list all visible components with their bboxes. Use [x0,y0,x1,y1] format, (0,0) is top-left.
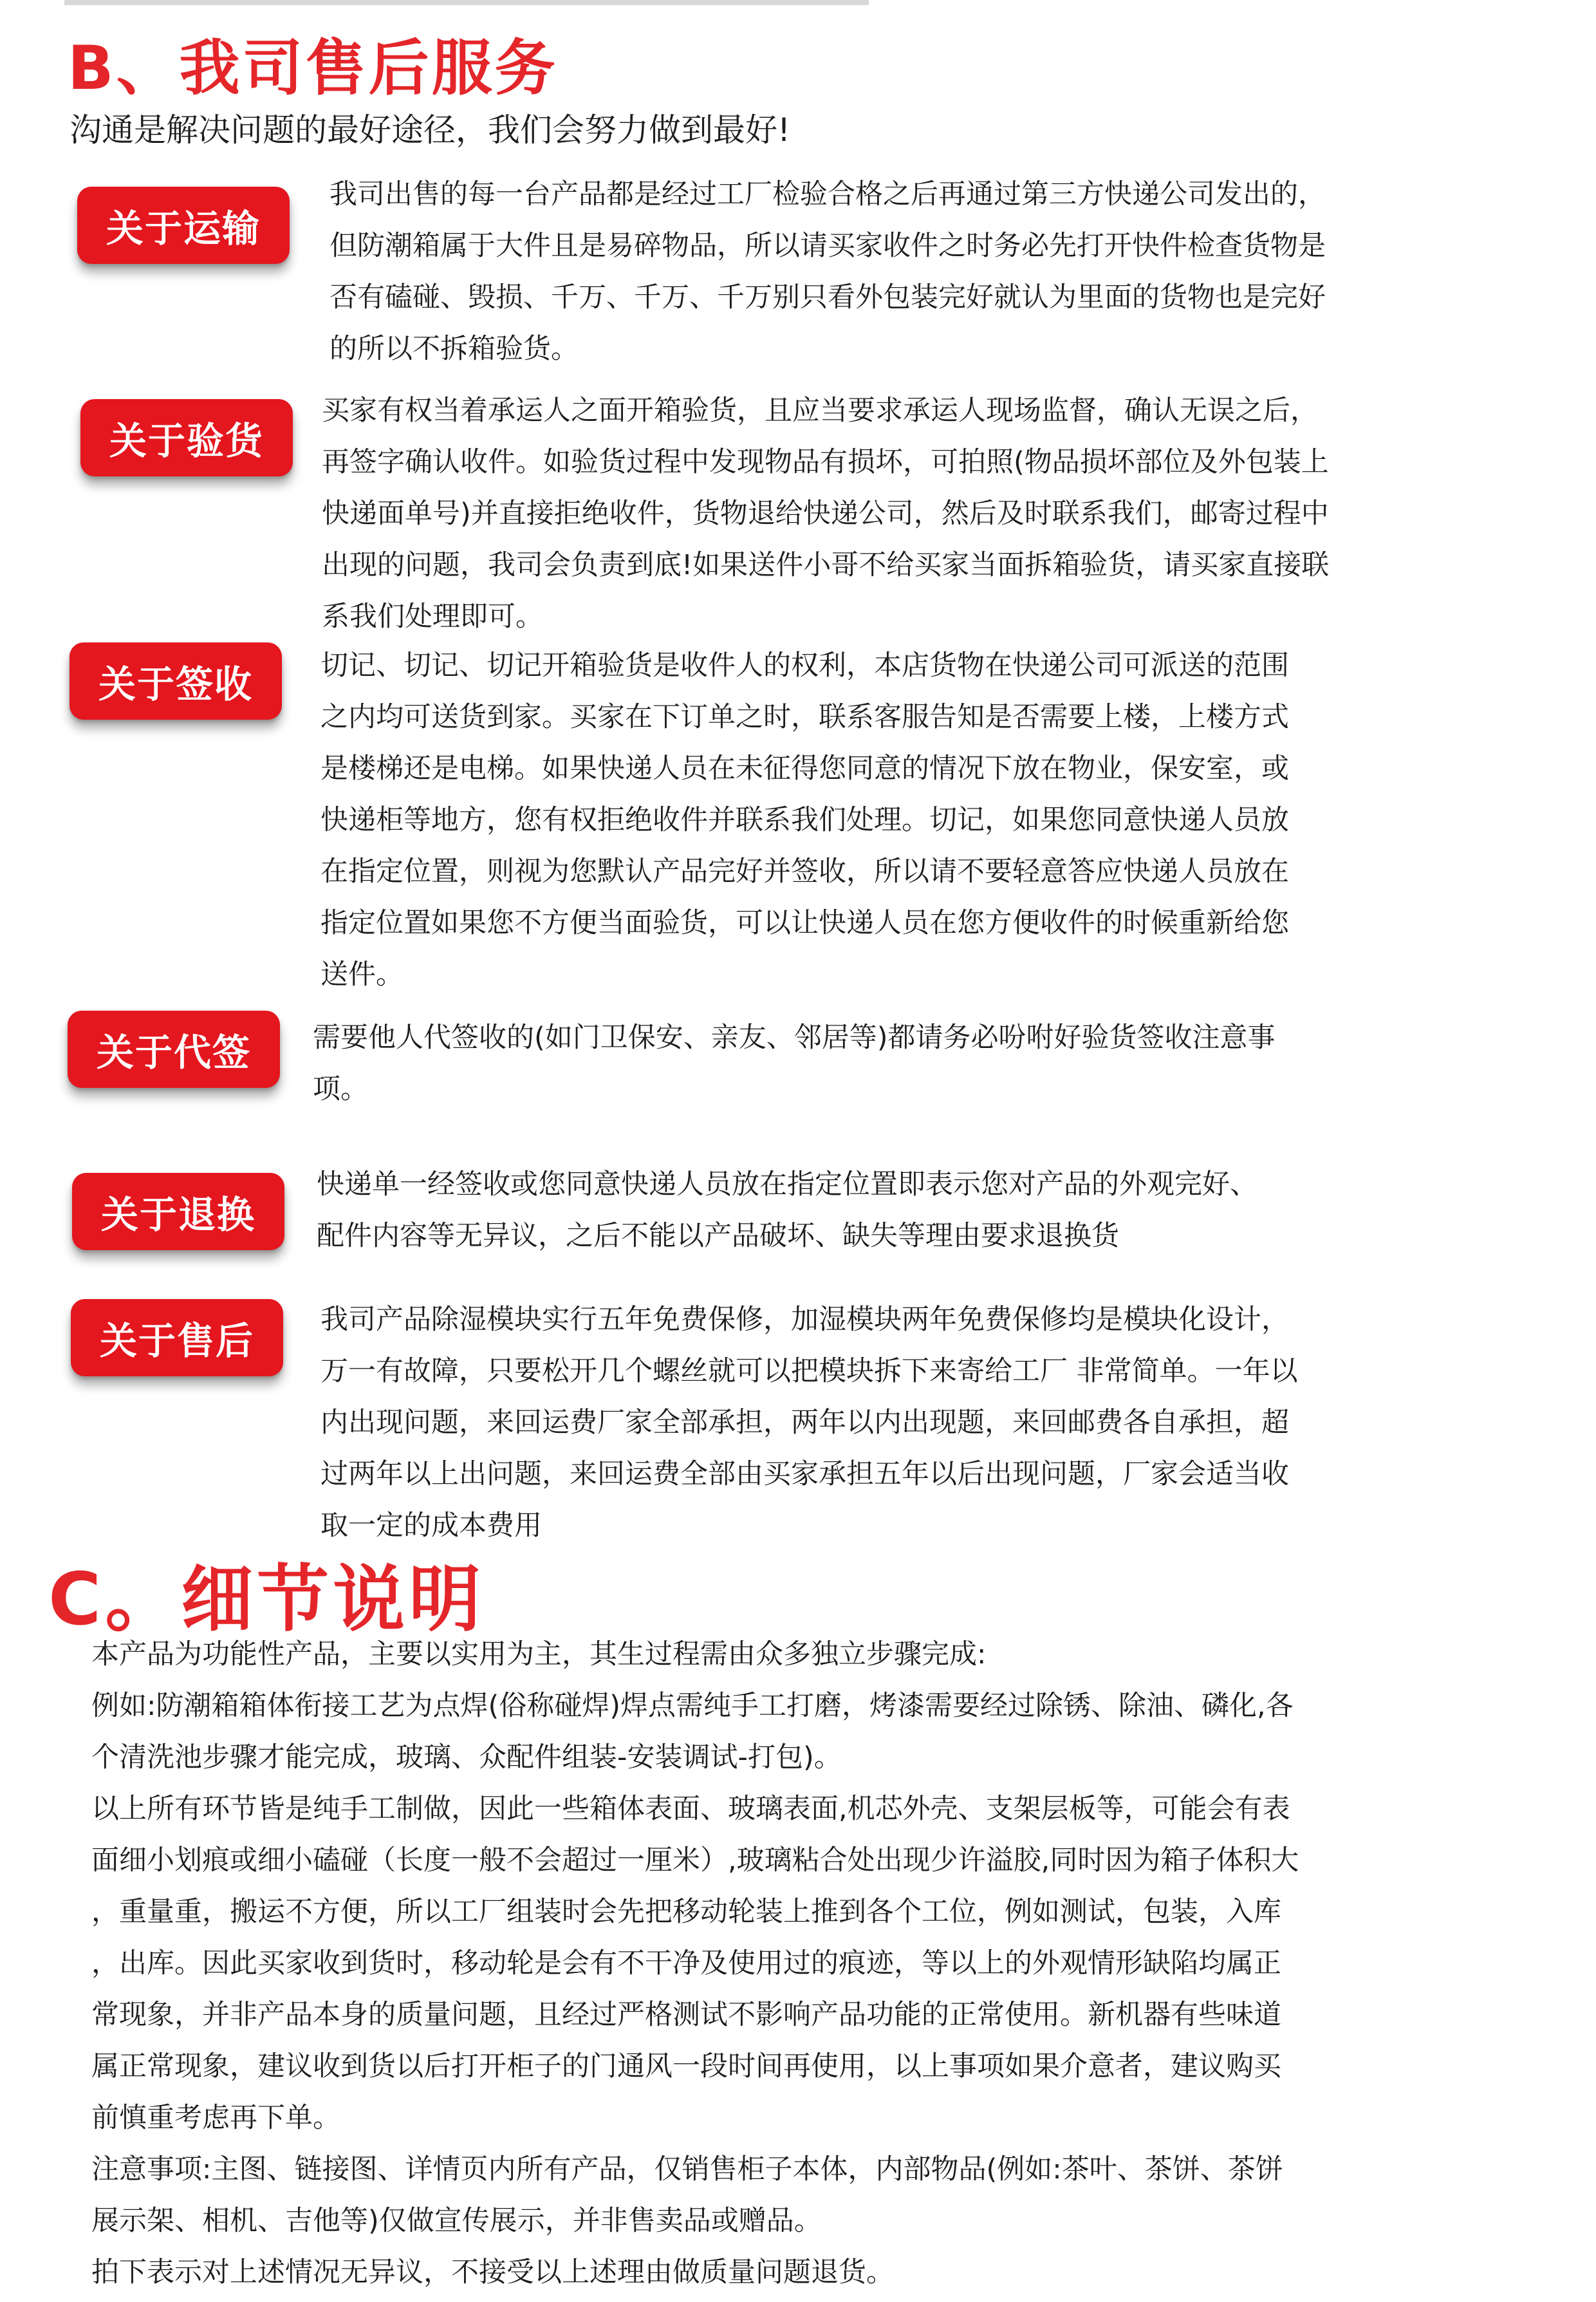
text-line: 在指定位置，则视为您默认产品完好并签收，所以请不要轻意答应快递人员放在 [320,856,1289,888]
text-line: 以上所有环节皆是纯手工制做，因此一些箱体表面、玻璃表面,机芯外壳、支架层板等，可能会有表 [91,1793,1290,1825]
badge-shipping: 关于运输 [77,187,290,264]
text-line: 属正常现象，建议收到货以后打开柜子的门通风一段时间再使用，以上事项如果介意者，建议购买 [91,2050,1281,2082]
paragraph-inspection [322,385,1329,642]
text-line: 快递柜等地方，您有权拒绝收件并联系我们处理。切记，如果您同意快递人员放 [320,804,1289,836]
text-line: 快递面单号)并直接拒绝收件，货物退给快递公司，然后及时联系我们，邮寄过程中 [322,498,1329,530]
badge-returns: 关于退换 [72,1173,284,1250]
text-line: 面细小划痕或细小磕碰（长度一般不会超过一厘米）,玻璃粘合处出现少许溢胶,同时因为箱子体积大 [91,1844,1299,1876]
text-line: 拍下表示对上述情况无异议，不接受以上述理由做质量问题退货。 [91,2256,894,2288]
text-line: 的所以不拆箱验货。 [329,333,579,365]
section-b-subtitle: 沟通是解决问题的最好途径，我们会努力做到最好! [70,111,791,149]
section-c-title: C。细节说明 [48,1558,485,1642]
text-line: 例如:防潮箱箱体衔接工艺为点焊(俗称碰焊)焊点需纯手工打磨，烤漆需要经过除锈、除油、磷化,各 [91,1690,1294,1722]
text-line: 常现象，并非产品本身的质量问题，且经过严格测试不影响产品功能的正常使用。新机器有些味道 [91,1999,1281,2031]
text-line: 再签字确认收件。如验货过程中发现物品有损坏，可拍照(物品损坏部位及外包装上 [322,446,1329,478]
text-line: 送件。 [320,959,404,991]
text-line: 是楼梯还是电梯。如果快递人员在未征得您同意的情况下放在物业，保安室，或 [320,753,1289,785]
text-line: 出现的问题，我司会负责到底!如果送件小哥不给买家当面拆箱验货，请买家直接联 [322,549,1330,581]
text-line: 需要他人代签收的(如门卫保安、亲友、邻居等)都请务必吩咐好验货签收注意事 [313,1022,1276,1054]
text-line: 前慎重考虑再下单。 [91,2102,340,2134]
badge-proxy-signing: 关于代签 [68,1011,280,1088]
text-line: 快递单一经签收或您同意快递人员放在指定位置即表示您对产品的外观完好、 [317,1168,1257,1201]
paragraph-proxy-signing [313,1012,1276,1115]
paragraph-signing [320,640,1289,1000]
text-line: 注意事项:主图、链接图、详情页内所有产品，仅销售柜子本体，内部物品(例如:茶叶、茶饼、茶饼 [91,2153,1283,2185]
text-line: 之内均可送货到家。买家在下订单之时，联系客服告知是否需要上楼，上楼方式 [320,701,1289,733]
text-line: 过两年以上出问题，来回运费全部由买家承担五年以后出现问题，厂家会适当收 [320,1458,1289,1490]
section-b-title: B、我司售后服务 [68,33,558,104]
text-line: 否有磕碰、毁损、千万、千万、千万别只看外包装完好就认为里面的货物也是完好 [329,281,1326,313]
top-divider [64,0,869,5]
text-line: 展示架、相机、吉他等)仅做宣传展示，并非售卖品或赠品。 [91,2205,822,2237]
text-line: 个清洗池步骤才能完成，玻璃、众配件组装-安装调试-打包)。 [91,1741,842,1773]
text-line: 项。 [313,1073,368,1105]
text-line: 内出现问题，来回运费厂家全部承担，两年以内出现题，来回邮费各自承担，超 [320,1407,1289,1439]
text-line: 买家有权当着承运人之面开箱验货，且应当要求承运人现场监督，确认无误之后， [322,395,1318,427]
paragraph-after-sales [320,1294,1298,1551]
text-line: 切记、切记、切记开箱验货是收件人的权利，本店货物在快递公司可派送的范围 [320,650,1289,682]
badge-after-sales: 关于售后 [71,1299,283,1376]
paragraph-shipping [329,169,1326,375]
text-line: 但防潮箱属于大件且是易碎物品，所以请买家收件之时务必先打开快件检查货物是 [329,230,1326,262]
text-line: ，出库。因此买家收到货时，移动轮是会有不干净及使用过的痕迹，等以上的外观情形缺陷均属正 [91,1947,1281,1979]
detail-paragraph [91,1629,1299,2298]
text-line: 取一定的成本费用 [320,1510,542,1542]
text-line: 本产品为功能性产品，主要以实用为主，其生过程需由众多独立步骤完成: [91,1638,987,1670]
text-line: 指定位置如果您不方便当面验货，可以让快递人员在您方便收件的时候重新给您 [320,907,1289,939]
text-line: 我司产品除湿模块实行五年免费保修，加湿模块两年免费保修均是模块化设计， [320,1304,1289,1336]
text-line: 系我们处理即可。 [322,601,543,633]
text-line: ，重量重，搬运不方便，所以工厂组装时会先把移动轮装上推到各个工位，例如测试，包装，入库 [91,1896,1281,1928]
text-line: 配件内容等无异议，之后不能以产品破坏、缺失等理由要求退换货 [317,1220,1119,1252]
badge-inspection: 关于验货 [80,399,293,476]
text-line: 万一有故障，只要松开几个螺丝就可以把模块拆下来寄给工厂 非常简单。一年以 [320,1355,1298,1387]
text-line: 我司出售的每一台产品都是经过工厂检验合格之后再通过第三方快递公司发出的， [329,178,1326,211]
paragraph-returns [317,1159,1257,1262]
badge-signing: 关于签收 [70,642,282,720]
